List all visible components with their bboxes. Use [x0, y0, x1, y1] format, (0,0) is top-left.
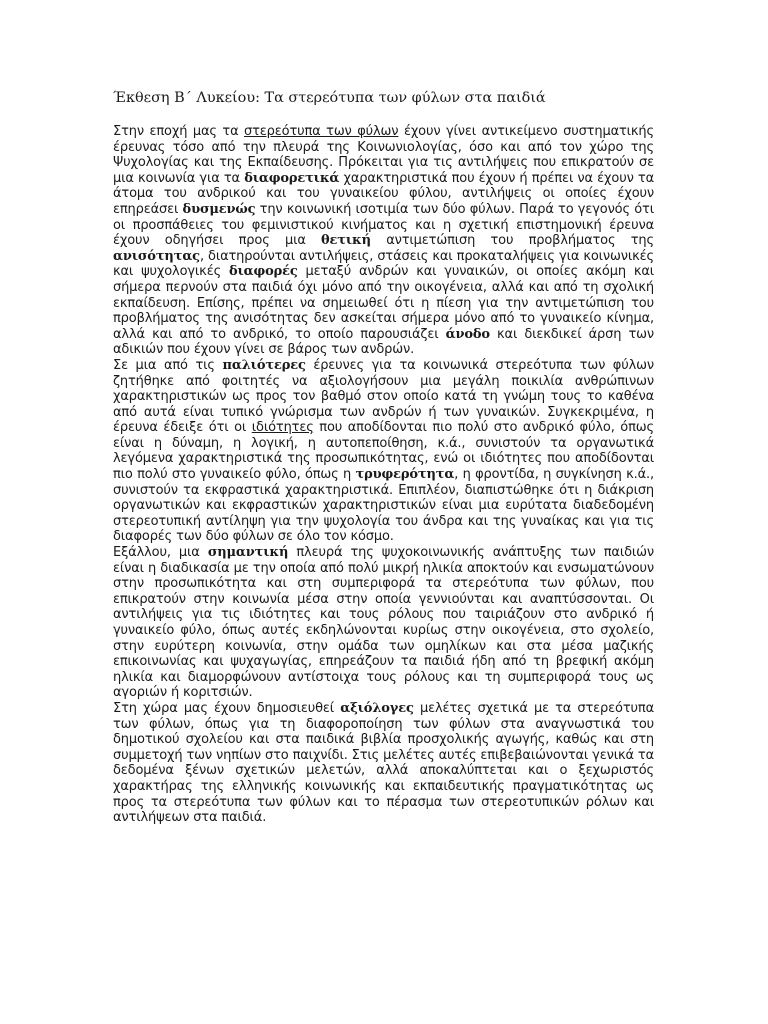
text-run: μελέτες σχετικά με τα στερεότυπα των φύλων, όπως για τη διαφοροποίηση των φύλων στα αναγνωστικά του δημοτικού σχολείου και στα παιδικά βιβλία προσχολικής αγωγής, καθώς και στη συμμετοχή των νηπίων στο παιχνίδι. Στις μελέτες αυτές επιβεβαιώνονται γενικά τα δεδομένα ξένων σχετικών μελετών, αλλά αποκαλύπτεται και ο ξεχωριστός χαρακτήρας της ελληνικής κοινωνικής και εκπαιδευτικής πραγματικότητας ως προς τα στερεότυπα των φύλων και το πέρασμα των στερεοτυπικών ρόλων και αντιλήψεων στα παιδιά.: [113, 700, 654, 826]
bold-term: τρυφερότητα: [355, 467, 455, 483]
paragraph-4: [113, 701, 654, 826]
text-run: που αποδίδονται πιο πολύ στο ανδρικό φύλο, όπως είναι η δύναμη, η λογική, η αυτοπεποίθηση, κ.ά., συνιστούν τα οργανωτικά λεγόμενα χαρακτηριστικά της προσωπικότητας, ενώ οι ιδιότητες που αποδίδονται πιο πολύ στο γυναικείο φύλο, όπως η: [113, 420, 654, 483]
text-run: Εξάλλου, μια: [113, 545, 208, 561]
text-run: , διατηρούνται αντιλήψεις, στάσεις και προκαταλήψεις για κοινωνικές και ψυχολογικές: [113, 248, 654, 280]
bold-term: αξιόλογες: [340, 700, 414, 716]
text-run: και διεκδικεί άρση των αδικιών που έχουν γίνει σε βάρος των ανδρών.: [113, 326, 654, 358]
underlined-term: ιδιότητες: [251, 420, 314, 436]
bold-term: διαφορετικά: [244, 170, 340, 186]
document-body: [113, 124, 654, 826]
bold-term: σημαντική: [207, 545, 289, 561]
paragraph-3: [113, 545, 654, 701]
bold-term: παλιότερες: [222, 357, 306, 373]
text-run: αντιμετώπιση του προβλήματος της: [370, 233, 654, 249]
text-run: , η φροντίδα, η συγκίνηση κ.ά., συνιστούν τα εκφραστικά χαρακτηριστικά. Επιπλέον, διαπιστώθηκε ότι η διάκριση οργανωτικών και εκφραστικών χαρακτηριστικών είναι μια ευρύτατα διαδεδομένη στερεοτυπική αντίληψη για την ψυχολογία του άνδρα και της γυναίκας και για τις διαφορές των δύο φύλων σε όλο τον κόσμο.: [113, 467, 655, 545]
text-run: Στην εποχή μας τα: [113, 124, 245, 139]
text-run: Στη χώρα μας έχουν δημοσιευθεί: [113, 700, 341, 716]
text-run: έχουν γίνει αντικείμενο συστηματικής έρευνας τόσο από την πλευρά της Κοινωνιολογίας, όσο και από τον χώρο της Ψυχολογίας και της Εκπαίδευσης. Πρόκειται για τις αντιλήψεις που επικρατούν σε μια κοινωνία για τα: [113, 124, 654, 186]
bold-term: διαφορές: [228, 264, 298, 280]
bold-term: ανισότητας: [113, 248, 200, 264]
bold-term: δυσμενώς: [182, 201, 256, 217]
bold-term: θετική: [321, 233, 371, 249]
text-run: έρευνες για τα κοινωνικά στερεότυπα των φύλων ζητήθηκε από φοιτητές να αξιολογήσουν μια μεγάλη ποικιλία ανθρώπινων χαρακτηριστικών ως προς τον βαθμό στον οποίο κατά τη γνώμη τους το καθένα από αυτά είναι τυπικό γνώρισμα των ανδρών ή των γυναικών. Συγκεκριμένα, η έρευνα έδειξε ότι οι: [113, 357, 655, 436]
text-run: Σε μια από τις: [113, 357, 223, 373]
text-run: πλευρά της ψυχοκοινωνικής ανάπτυξης των παιδιών είναι η διαδικασία με την οποία από πολύ μικρή ηλικία αποκτούν και ενσωματώνουν στην προσωπικότητα και στη συμπεριφορά τα στερεότυπα των φύλων, που επικρατούν στην κοινωνία μέσα στην οποία γεννιούνται και αναπτύσσονται. Οι αντιλήψεις για τις ιδιότητες και τους ρόλους που ταιριάζουν στο ανδρικό ή γυναικείο φύλο, όπως αυτές εκδηλώνονται κυρίως στην οικογένεια, στο σχολείο, στην ευρύτερη κοινωνία, στην ομάδα των ομηλίκων και στα μέσα μαζικής επικοινωνίας και ψυχαγωγίας, επηρεάζουν τα παιδιά ήδη από τη βρεφική ακόμη ηλικία και διαμορφώνουν αντίστοιχα τους ρόλους και τη συμπεριφορά τους ως αγοριών ή κοριτσιών.: [113, 545, 654, 701]
paragraph-1: [113, 124, 654, 358]
underlined-term: στερεότυπα των φύλων: [244, 124, 399, 139]
text-run: την κοινωνική ισοτιμία των δύο φύλων. Παρά το γεγονός ότι οι προσπάθειες του φεμινιστικού κινήματος και η σχετική επιστημονική έρευνα έχουν οδηγήσει προς μια: [113, 201, 654, 249]
text-run: μεταξύ ανδρών και γυναικών, οι οποίες ακόμη και σήμερα περνούν στα παιδιά όχι μόνο από την οικογένεια, αλλά και από τη σχολική εκπαίδευση. Επίσης, πρέπει να σημειωθεί ότι η πίεση για την αντιμετώπιση του προβλήματος της ανισότητας δεν ασκείται σήμερα μόνο από το γυναικείο κίνημα, αλλά και από το ανδρικό, το οποίο παρουσιάζει: [113, 264, 654, 342]
document-title: Έκθεση Β΄ Λυκείου: Τα στερεότυπα των φύλων στα παιδιά: [113, 90, 546, 106]
bold-term: άνοδο: [445, 326, 490, 342]
text-run: χαρακτηριστικά που έχουν ή πρέπει να έχουν τα άτομα του ανδρικού και του γυναικείου φύλου, αντιλήψεις οι οποίες έχουν επηρεάσει: [113, 170, 655, 217]
paragraph-2: [113, 358, 654, 545]
